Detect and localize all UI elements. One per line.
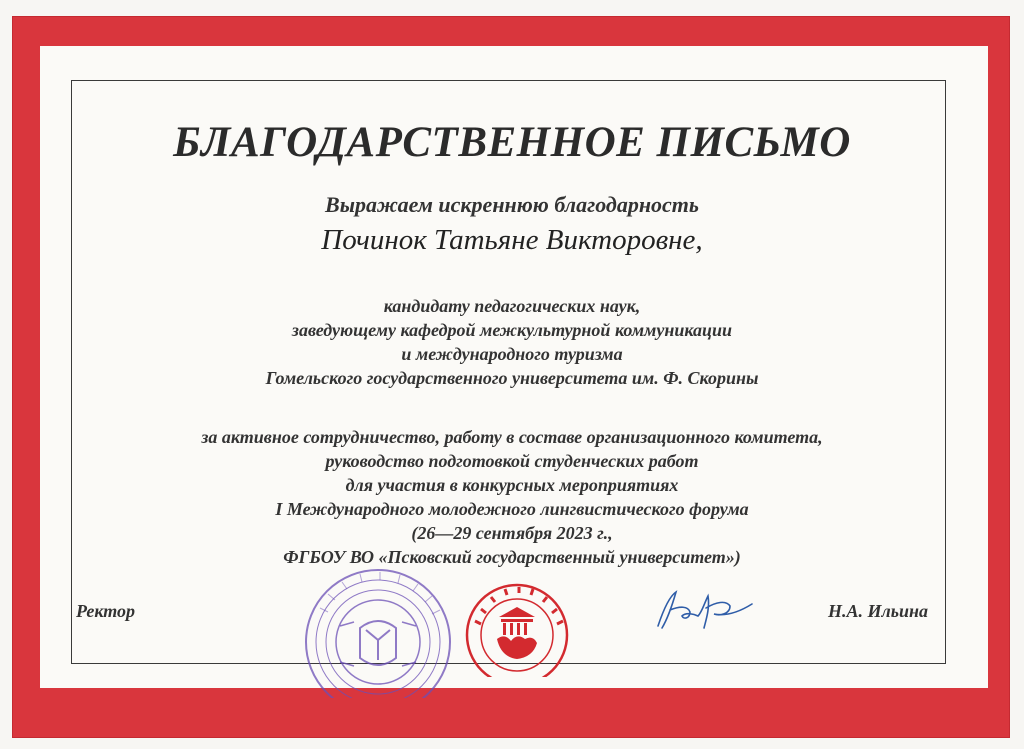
position-line: Гомельского государственного университета им. Ф. Скорины	[265, 368, 759, 388]
reason-block	[0, 425, 1024, 569]
reason-line: руководство подготовкой студенческих работ	[325, 451, 699, 471]
university-seal	[457, 577, 577, 677]
official-round-stamp	[300, 568, 456, 698]
document-title: БЛАГОДАРСТВЕННОЕ ПИСЬМО	[173, 119, 851, 166]
reason-line: за активное сотрудничество, работу в составе организационного комитета,	[201, 427, 823, 447]
reason-line: I Международного молодежного лингвистического форума	[275, 499, 749, 519]
position-line: и международного туризма	[401, 344, 623, 364]
recipient-name: Починок Татьяне Викторовне,	[321, 224, 703, 256]
recipient-position-block	[0, 294, 1024, 390]
intro-line: Выражаем искреннюю благодарность	[325, 192, 699, 217]
reason-line: для участия в конкурсных мероприятиях	[345, 475, 679, 495]
reason-line: ФГБОУ ВО «Псковский государственный университет»)	[283, 547, 741, 567]
reason-line: (26—29 сентября 2023 г.,	[411, 523, 613, 543]
position-line: кандидату педагогических наук,	[383, 296, 641, 316]
signatory-role: Ректор	[76, 601, 135, 621]
handwritten-signature	[650, 586, 760, 636]
position-line: заведующему кафедрой межкультурной коммуникации	[291, 320, 733, 340]
signatory-name: Н.А. Ильина	[828, 601, 928, 621]
